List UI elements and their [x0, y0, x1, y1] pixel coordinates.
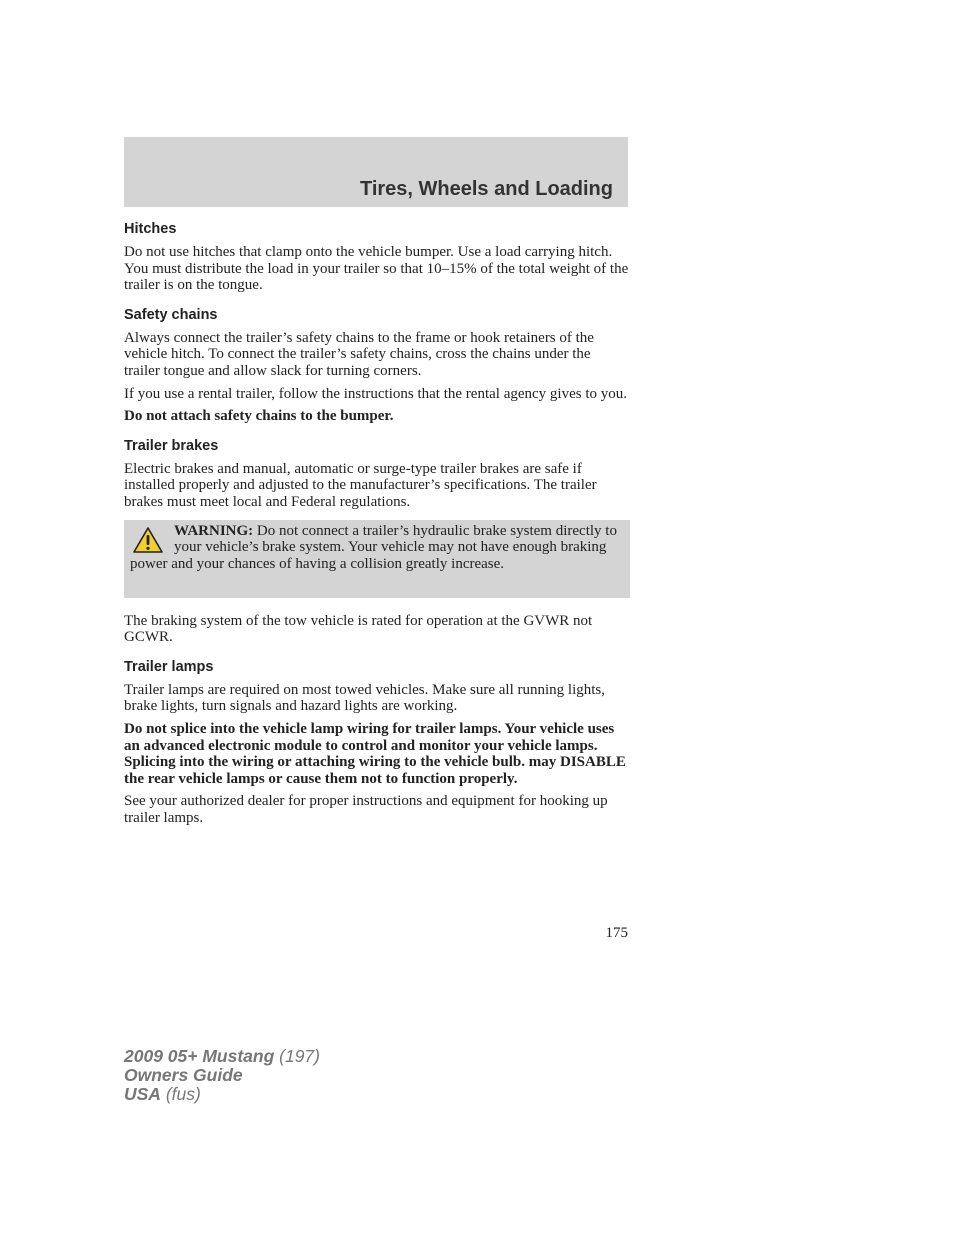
paragraph: If you use a rental trailer, follow the instructions that the rental agency gives to you.	[124, 385, 627, 402]
section-hitches	[124, 220, 630, 294]
heading-safety-chains: Safety chains	[124, 306, 218, 323]
paragraph: Electric brakes and manual, automatic or surge-type trailer brakes are safe if installed properly and adjusted to the manufacturer’s specifications. The trailer brakes must meet local and Federal regulations.	[124, 460, 597, 510]
page-number: 175	[605, 925, 628, 941]
footer	[124, 1047, 320, 1104]
paragraph: Do not use hitches that clamp onto the vehicle bumper. Use a load carrying hitch. You must distribute the load in your trailer so that 10–15% of the total weight of the trailer is on the tongue.	[124, 244, 629, 294]
footer-line-guide	[124, 1066, 320, 1085]
warning-triangle-icon	[132, 526, 164, 554]
footer-guide: Owners Guide	[124, 1065, 243, 1085]
paragraph: Trailer lamps are required on most towed vehicles. Make sure all running lights, brake lights, turn signals and hazard lights are working.	[124, 681, 606, 715]
paragraph: Always connect the trailer’s safety chains to the frame or hook retainers of the vehicle hitch. To connect the trailer’s safety chains, cross the chains under the trailer tongue and allow slack for turning corners.	[124, 329, 594, 379]
paragraph: The braking system of the tow vehicle is rated for operation at the GVWR not GCWR.	[124, 612, 593, 646]
footer-model: 2009 05+ Mustang	[124, 1046, 275, 1066]
page-content	[124, 220, 630, 832]
footer-line-model	[124, 1047, 320, 1066]
bold-notice: Do not attach safety chains to the bumper.	[124, 408, 394, 425]
chapter-title: Tires, Wheels and Loading	[359, 178, 613, 200]
heading-hitches: Hitches	[124, 221, 177, 237]
warning-label: WARNING:	[174, 522, 254, 539]
section-trailer-brakes	[124, 437, 630, 646]
warning-body: Do not connect a trailer’s hydraulic brake system directly to your vehicle’s brake system. Your vehicle may not have enough braking power and your chances of having a collision greatly increase.	[130, 522, 617, 572]
footer-line-market	[124, 1085, 320, 1104]
paragraph: See your authorized dealer for proper instructions and equipment for hooking up trailer lamps.	[124, 793, 608, 826]
section-trailer-lamps	[124, 658, 630, 827]
warning-text	[130, 523, 622, 573]
section-safety-chains	[124, 306, 630, 425]
chapter-header	[124, 137, 628, 207]
footer-market-code: (fus)	[160, 1084, 201, 1104]
heading-trailer-lamps: Trailer lamps	[124, 658, 214, 675]
footer-market: USA	[124, 1084, 161, 1104]
bold-notice: Do not splice into the vehicle lamp wiring for trailer lamps. Your vehicle uses an advanced electronic module to control and monitor your vehicle lamps. Splicing into the wiring or attaching wiring to the vehicle bulb. may DISABLE the rear vehicle lamps or cause them not to function properly.	[124, 720, 626, 787]
warning-box	[124, 520, 630, 598]
heading-trailer-brakes: Trailer brakes	[124, 437, 219, 454]
footer-model-code: (197)	[274, 1046, 320, 1066]
